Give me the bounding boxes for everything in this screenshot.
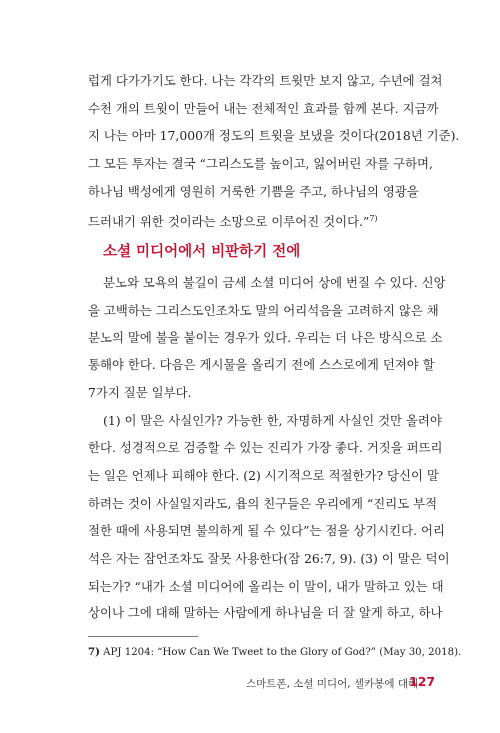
footnote bbox=[88, 645, 461, 660]
body-line bbox=[88, 211, 418, 230]
body-line: 분노와 모욕의 불길이 금세 소셜 미디어 상에 번질 수 있다. 신앙 bbox=[103, 275, 446, 290]
page-number: 127 bbox=[409, 674, 436, 689]
footnote-divider bbox=[88, 636, 198, 637]
section-heading: 소셜 미디어에서 비판하기 전에 bbox=[103, 244, 301, 260]
body-line: 을 고백하는 그리스도인조차도 말의 어리석음을 고려하지 않은 채 bbox=[88, 303, 439, 318]
body-line: 는 일은 언제나 피해야 한다. (2) 시기적으로 적절한가? 당신이 말 bbox=[88, 468, 439, 483]
body-line: 상이나 그에 대해 말하는 사람에게 하나님을 더 잘 알게 하고, 하나 bbox=[88, 605, 443, 620]
body-line: 하나님 백성에게 영원히 거룩한 기쁨을 주고, 하나님의 영광을 bbox=[88, 184, 419, 199]
body-line: 절한 때에 사용되면 불의하게 될 수 있다”는 점을 상기시킨다. 어리 bbox=[88, 523, 445, 538]
body-text: 드러내기 위한 것이라는 소망으로 이루어진 것이다.” bbox=[88, 214, 370, 230]
body-line: 분노의 말에 불을 붙이는 경우가 있다. 우리는 더 나은 방식으로 소 bbox=[88, 330, 443, 345]
body-line: 석은 자는 잠언조차도 잘못 사용한다(잠 26:7, 9). (3) 이 말은 덕이 bbox=[88, 551, 450, 566]
body-line: 통해야 한다. 다음은 게시물을 올리기 전에 스스로에게 던져야 할 bbox=[88, 357, 435, 372]
body-line: (1) 이 말은 사실인가? 가능한 한, 자명하게 사실인 것만 올려야 bbox=[103, 413, 442, 428]
body-line: 하려는 것이 사실일지라도, 욥의 친구들은 우리에게 “진리도 부적 bbox=[88, 496, 438, 511]
body-line: 7가지 질문 일부다. bbox=[88, 385, 192, 400]
body-line: 수천 개의 트윗이 만들어 내는 전체적인 효과를 함께 본다. 지금까 bbox=[88, 101, 439, 116]
body-line: 럽게 다가가기도 한다. 나는 각각의 트윗만 보지 않고, 수년에 걸쳐 bbox=[88, 73, 443, 88]
running-head: 스마트폰, 소셜 미디어, 셀카봉에 대해 bbox=[246, 678, 419, 690]
body-line: 되는가? “내가 소셜 미디어에 올리는 이 말이, 내가 말하고 있는 대 bbox=[88, 579, 444, 594]
footnote-number: 7) bbox=[88, 646, 100, 658]
footnote-text: APJ 1204: “How Can We Tweet to the Glory of God?” (May 30, 2018). bbox=[103, 647, 462, 658]
body-line: 그 모든 투자는 결국 “그리스도를 높이고, 잃어버린 자를 구하며, bbox=[88, 156, 433, 171]
footnote-reference: 7) bbox=[369, 214, 378, 223]
body-line: 지 나는 아마 17,000개 정도의 트윗을 보냈을 것이다(2018년 기준). bbox=[88, 128, 460, 143]
body-line: 한다. 성경적으로 검증할 수 있는 진리가 가장 좋다. 거짓을 퍼뜨리 bbox=[88, 440, 443, 455]
